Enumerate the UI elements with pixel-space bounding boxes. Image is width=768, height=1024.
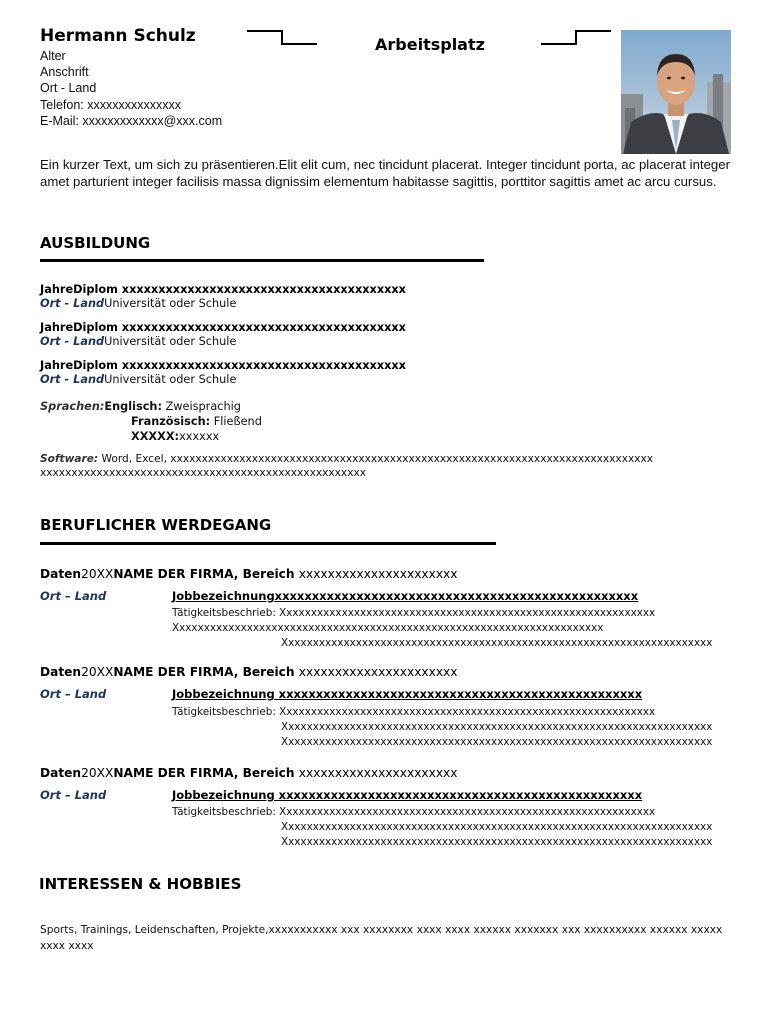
job-firm: NAME DER FIRMA, Bereich xyxy=(113,766,295,780)
education-diploma: Diplom xxxxxxxxxxxxxxxxxxxxxxxxxxxxxxxxxxxxxxx xyxy=(73,359,406,372)
job-description xyxy=(172,705,712,751)
education-years: Jahre xyxy=(40,359,74,372)
job-description-line: Xxxxxxxxxxxxxxxxxxxxxxxxxxxxxxxxxxxxxxxxxxxxxxxxxxxxxxxxxxxxx xyxy=(279,706,656,718)
phone-line: Telefon: xxxxxxxxxxxxxxx xyxy=(40,97,182,112)
job-description xyxy=(172,805,712,851)
education-school: Universität oder Schule xyxy=(104,335,237,348)
job-firm: NAME DER FIRMA, Bereich xyxy=(113,665,295,679)
language-name: Französisch: xyxy=(131,415,211,428)
education-years: Jahre xyxy=(40,283,74,296)
language-level: Zweisprachig xyxy=(165,400,241,413)
education-school: Universität oder Schule xyxy=(104,373,237,386)
email-line: E-Mail: xxxxxxxxxxxxx@xxx.com xyxy=(40,113,223,128)
job-description-line: Xxxxxxxxxxxxxxxxxxxxxxxxxxxxxxxxxxxxxxxxxxxxxxxxxxxxxxxxxxxxxxxxxxxxxx xyxy=(172,622,604,635)
education-diploma: Diplom xxxxxxxxxxxxxxxxxxxxxxxxxxxxxxxxxxxxxxx xyxy=(73,283,406,296)
job-description-line: Xxxxxxxxxxxxxxxxxxxxxxxxxxxxxxxxxxxxxxxxxxxxxxxxxxxxxxxxxxxxxxxxxxxxxx xyxy=(281,721,713,734)
education-place: Ort - Land xyxy=(40,297,105,310)
language-level: xxxxxx xyxy=(179,430,220,443)
job-dates: Daten xyxy=(40,665,82,679)
education-entry xyxy=(40,321,406,349)
job-description-line: Xxxxxxxxxxxxxxxxxxxxxxxxxxxxxxxxxxxxxxxxxxxxxxxxxxxxxxxxxxxxx xyxy=(279,806,656,818)
job-year: 20XX xyxy=(81,766,114,780)
job-description-line: Xxxxxxxxxxxxxxxxxxxxxxxxxxxxxxxxxxxxxxxxxxxxxxxxxxxxxxxxxxxxxxxxxxxxxx xyxy=(281,836,713,849)
job-firm-detail: xxxxxxxxxxxxxxxxxxxxxx xyxy=(298,567,458,581)
job-headline: Arbeitsplatz xyxy=(375,35,485,54)
education-school: Universität oder Schule xyxy=(104,297,237,310)
career-title: BERUFLICHER WERDEGANG xyxy=(40,516,272,534)
job-description-label: Tätigkeitsbeschrieb: xyxy=(172,806,280,818)
education-place: Ort - Land xyxy=(40,335,105,348)
candidate-name: Hermann Schulz xyxy=(40,26,196,46)
portrait-photo xyxy=(621,30,731,154)
job-description-label: Tätigkeitsbeschrieb: xyxy=(172,706,280,718)
job-title: Jobbezeichnung xxxxxxxxxxxxxxxxxxxxxxxxxxxxxxxxxxxxxxxxxxxxxxxxx xyxy=(172,687,643,701)
job-firm-detail: xxxxxxxxxxxxxxxxxxxxxx xyxy=(298,665,458,679)
job-description-label: Tätigkeitsbeschrieb: xyxy=(172,607,280,619)
job-place: Ort – Land xyxy=(40,788,107,802)
job-year: 20XX xyxy=(81,665,114,679)
language-level: Fließend xyxy=(213,415,262,428)
education-place: Ort - Land xyxy=(40,373,105,386)
hobbies-text: Sports, Trainings, Leidenschaften, Projekte,xxxxxxxxxxx xxx xxxxxxxx xxxx xxxx xxxxxx xxxxxxx xxx xxxxxxxxxx xxxxxx xxxxx xxxx xxxx xyxy=(40,924,723,952)
hobbies-title: INTERESSEN & HOBBIES xyxy=(39,875,242,893)
languages-label: Sprachen: xyxy=(40,400,105,413)
contact-block xyxy=(40,48,222,129)
job-title: Jobbezeichnung xxxxxxxxxxxxxxxxxxxxxxxxxxxxxxxxxxxxxxxxxxxxxxxxx xyxy=(172,788,643,802)
age-line: Alter xyxy=(40,49,66,63)
education-entry xyxy=(40,359,406,387)
education-years: Jahre xyxy=(40,321,74,334)
job-description-line: Xxxxxxxxxxxxxxxxxxxxxxxxxxxxxxxxxxxxxxxxxxxxxxxxxxxxxxxxxxxxxxxxxxxxxx xyxy=(281,736,713,749)
language-name: Englisch: xyxy=(104,400,162,413)
job-description-line: Xxxxxxxxxxxxxxxxxxxxxxxxxxxxxxxxxxxxxxxxxxxxxxxxxxxxxxxxxxxxxxxxxxxxxx xyxy=(281,637,713,650)
city-line: Ort - Land xyxy=(40,81,97,96)
education-diploma: Diplom xxxxxxxxxxxxxxxxxxxxxxxxxxxxxxxxxxxxxxx xyxy=(73,321,406,334)
education-rule xyxy=(40,259,484,262)
language-name: XXXXX: xyxy=(131,430,180,443)
job-header xyxy=(40,665,457,679)
job-year: 20XX xyxy=(81,567,114,581)
job-dates: Daten xyxy=(40,567,82,581)
job-description xyxy=(172,606,712,652)
job-firm-detail: xxxxxxxxxxxxxxxxxxxxxx xyxy=(298,766,458,780)
job-description-line: Xxxxxxxxxxxxxxxxxxxxxxxxxxxxxxxxxxxxxxxxxxxxxxxxxxxxxxxxxxxxx xyxy=(279,607,656,619)
software-label: Software: xyxy=(40,453,99,465)
job-firm: NAME DER FIRMA, Bereich xyxy=(113,567,295,581)
education-title: AUSBILDUNG xyxy=(40,234,151,252)
job-header xyxy=(40,567,457,581)
job-title: Jobbezeichnungxxxxxxxxxxxxxxxxxxxxxxxxxxxxxxxxxxxxxxxxxxxxxxxxx xyxy=(172,589,639,603)
intro-text: Ein kurzer Text, um sich zu präsentieren.Elit elit cum, nec tincidunt placerat. Integer tincidunt porta, ac placerat integer amet parturient integer facilisis massa dignissim elementum habitasse sagittis, porttitor sagittis amet ac arcu cursus. xyxy=(40,157,730,189)
languages-block xyxy=(40,399,262,444)
software-line: xxxxxxxxxxxxxxxxxxxxxxxxxxxxxxxxxxxxxxxxxxxxxxxxxxxx xyxy=(40,467,367,479)
job-place: Ort – Land xyxy=(40,687,107,701)
left-header-decoration xyxy=(245,28,319,48)
job-description-line: Xxxxxxxxxxxxxxxxxxxxxxxxxxxxxxxxxxxxxxxxxxxxxxxxxxxxxxxxxxxxxxxxxxxxxx xyxy=(281,821,713,834)
address-line: Anschrift xyxy=(40,65,89,80)
software-block xyxy=(40,452,653,480)
career-rule xyxy=(40,542,496,545)
right-header-decoration xyxy=(539,28,613,48)
education-entry xyxy=(40,283,406,311)
software-line: Word, Excel, xxxxxxxxxxxxxxxxxxxxxxxxxxxxxxxxxxxxxxxxxxxxxxxxxxxxxxxxxxxxxxxxxxxxxxxxxxxxx xyxy=(101,453,654,465)
job-place: Ort – Land xyxy=(40,589,107,603)
job-header xyxy=(40,766,457,780)
job-dates: Daten xyxy=(40,766,82,780)
